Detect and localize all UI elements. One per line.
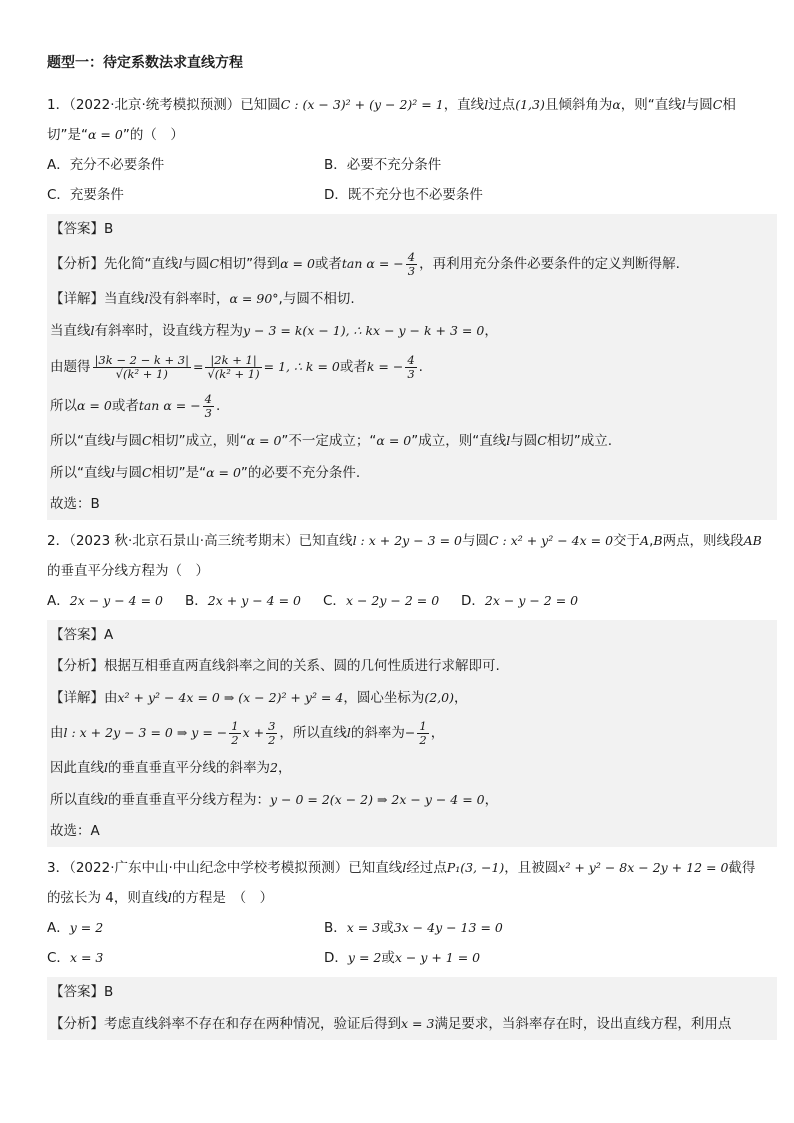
label: A．	[47, 593, 70, 609]
fraction	[266, 720, 277, 747]
question-2-stem-line2: 的垂直平分线方程为（ ）	[47, 563, 209, 579]
math: y − 3 = k(x − 1), ∴ kx − y − k + 3 = 0	[243, 323, 485, 338]
fraction	[205, 354, 261, 381]
math: C	[712, 97, 723, 112]
question-2-solution	[47, 620, 777, 847]
math: −	[404, 725, 416, 740]
fraction	[405, 354, 416, 381]
option-c[interactable]	[323, 586, 461, 616]
option-b[interactable]	[185, 586, 323, 616]
text: 相	[722, 97, 736, 113]
question-1-options-row2	[47, 180, 777, 210]
detail-line2	[50, 714, 774, 752]
choose: 故选：B	[50, 496, 100, 512]
label: A．	[47, 920, 70, 936]
text: ，且被圆	[504, 860, 559, 876]
fraction	[229, 720, 240, 747]
math: =	[192, 359, 204, 374]
math: C	[142, 433, 152, 448]
text: ”不一定成立；“	[281, 433, 377, 449]
text: 切”是“	[47, 127, 88, 143]
math: α = 90°	[229, 291, 279, 306]
text: 且倾斜角为	[544, 97, 613, 113]
text: 或	[380, 920, 394, 936]
detail-line1	[50, 682, 774, 714]
math: α = 0	[280, 256, 315, 271]
math: l	[346, 725, 351, 740]
text: 3．（2022·广东中山·中山纪念中学校考模拟预测）已知直线	[47, 860, 403, 876]
numerator: 1	[419, 718, 427, 733]
text: 与圆	[510, 433, 538, 449]
math: x = 3	[346, 920, 381, 935]
math: x − y + 1 = 0	[394, 950, 481, 965]
math: α = 0	[206, 465, 241, 480]
text: ，则“直线	[620, 97, 682, 113]
label: B．	[324, 920, 347, 936]
text: ，	[277, 760, 292, 776]
numerator: |3k − 2 − k + 3|	[94, 352, 189, 367]
math: α = 0	[77, 398, 112, 413]
math: l : x + 2y − 3 = 0	[352, 533, 462, 548]
text: 所以	[50, 398, 77, 414]
text: 当直线	[50, 323, 91, 339]
math: C	[209, 256, 220, 271]
math: 3x − 4y − 13 = 0	[393, 920, 503, 935]
math: l	[484, 97, 489, 112]
question-3-options-row2	[47, 943, 777, 973]
text: ，所以直线	[279, 725, 347, 741]
numerator: |2k + 1|	[205, 354, 261, 368]
math: l	[104, 760, 108, 775]
math: x +	[242, 725, 265, 740]
math: A	[640, 533, 650, 548]
math: P₁(3, −1)	[446, 860, 505, 875]
option-a[interactable]: A．充分不必要条件	[47, 157, 165, 173]
numerator: 3	[268, 718, 276, 733]
detail-line4	[50, 387, 774, 425]
math: x = 3	[69, 950, 104, 965]
text: 【分析】考虑直线斜率不存在和存在两种情况，验证后得到	[50, 1016, 401, 1032]
text: ，	[453, 690, 468, 706]
text: 2．（2023 秋·北京石景山·高三统考期末）已知直线	[47, 533, 353, 549]
math: x = 3	[401, 1016, 435, 1031]
math: 2x − y − 2 = 0	[484, 593, 579, 608]
math: l	[402, 860, 407, 875]
fraction	[203, 393, 214, 420]
text: 与圆	[182, 256, 210, 272]
text: ，再利用充分条件必要条件的定义判断得解.	[419, 256, 680, 272]
text: 所以直线	[50, 792, 104, 808]
text: 相切”是“	[151, 465, 207, 481]
question-3-options-row1	[47, 913, 777, 943]
choose: 故选：A	[50, 823, 100, 839]
math: (2,0)	[424, 690, 454, 705]
label: C．	[323, 593, 346, 609]
text: ，	[484, 792, 499, 808]
text: 由	[50, 725, 64, 741]
label: C．	[47, 950, 70, 966]
text: 与圆	[685, 97, 713, 113]
denominator: 2	[268, 732, 276, 747]
math: x² + y² − 8x − 2y + 12 = 0	[558, 860, 729, 875]
question-1-stem-line1	[47, 90, 777, 120]
option-d[interactable]	[324, 943, 480, 973]
analysis	[50, 245, 774, 283]
section-title: 题型一：待定系数法求直线方程	[47, 55, 243, 71]
math: C	[142, 465, 152, 480]
text: 1．（2022·北京·统考模拟预测）已知圆	[47, 97, 281, 113]
text: 因此直线	[50, 760, 104, 776]
math: α = 0	[88, 127, 123, 142]
text: 的垂直垂直平分线的斜率为	[108, 760, 270, 776]
detail-line3	[50, 347, 774, 387]
denominator: 3	[407, 263, 416, 278]
text: ，	[430, 725, 445, 741]
math: 2	[270, 760, 278, 775]
denominator: 3	[204, 405, 212, 420]
denominator: √(k² + 1)	[207, 366, 260, 381]
math: l	[111, 465, 115, 480]
answer: 【答案】B	[50, 221, 114, 237]
numerator: 1	[231, 718, 239, 733]
option-d[interactable]	[461, 586, 599, 616]
text: 或者	[339, 359, 367, 375]
math: 2x − y − 4 = 0	[69, 593, 163, 608]
math: C : (x − 3)² + (y − 2)² = 1	[280, 97, 444, 112]
option-c[interactable]	[47, 943, 324, 973]
text: ，直线	[443, 97, 485, 113]
question-3-stem-line1	[47, 853, 777, 883]
question-1-stem-line2	[47, 120, 777, 150]
document-content	[47, 52, 777, 1046]
text: 满足要求，当斜率存在时，设出直线方程，利用点	[434, 1016, 732, 1032]
math: l	[90, 323, 95, 338]
math: y − 0 = 2(x − 2) ⇒ 2x − y − 4 = 0	[270, 792, 485, 807]
text: 没有斜率时，	[148, 291, 230, 307]
answer: 【答案】B	[50, 984, 114, 1000]
math: y = 2	[347, 950, 382, 965]
numerator: 4	[407, 352, 415, 367]
math: k = −	[366, 359, 404, 374]
answer: 【答案】A	[50, 627, 114, 643]
text: 相切”得到	[219, 256, 281, 272]
analysis: 【分析】根据互相垂直两直线斜率之间的关系、圆的几何性质进行求解即可.	[50, 658, 500, 674]
question-2-stem-line1	[47, 526, 777, 556]
text: .	[216, 398, 221, 414]
text: 有斜率时，设直线方程为	[94, 323, 243, 339]
text: 或者	[111, 398, 139, 414]
text: 【分析】先化简“直线	[50, 256, 179, 272]
math: x² + y² − 4x = 0 ⇒ (x − 2)² + y² = 4	[117, 690, 344, 705]
detail-line5	[50, 425, 774, 457]
math: l	[144, 291, 149, 306]
math: C	[537, 433, 547, 448]
text: .	[418, 359, 423, 375]
text: 的方程是 （ ）	[171, 890, 274, 906]
text: ,与圆不相切.	[278, 291, 355, 307]
math: (1,3)	[515, 97, 545, 112]
text: ，圆心坐标为	[343, 690, 425, 706]
text: 与圆	[115, 465, 142, 481]
math: = 1, ∴ k = 0	[263, 359, 340, 374]
math: α	[612, 97, 621, 112]
math: l : x + 2y − 3 = 0 ⇒ y = −	[63, 725, 228, 740]
label: D．	[324, 950, 348, 966]
math: l	[178, 256, 183, 271]
math: l	[506, 433, 511, 448]
text: 的垂直垂直平分线方程为：	[108, 792, 270, 808]
math: α = 0	[376, 433, 412, 448]
detail-line2	[50, 315, 774, 347]
question-1-options-row1	[47, 150, 777, 180]
text: 相切”成立.	[546, 433, 613, 449]
text: 交于	[613, 533, 641, 549]
text: 相切”成立，则“	[151, 433, 247, 449]
fraction	[417, 720, 428, 747]
text: ,	[649, 533, 654, 549]
denominator: 2	[419, 732, 427, 747]
text: 的斜率为	[350, 725, 405, 741]
text: 【详解】当直线	[50, 291, 145, 307]
denominator: 3	[407, 366, 415, 381]
fraction	[406, 251, 417, 278]
text: 的弦长为 4，则直线	[47, 890, 168, 906]
label: D．	[461, 593, 485, 609]
analysis	[50, 1008, 774, 1040]
math: l	[111, 433, 115, 448]
numerator: 4	[204, 391, 212, 406]
math: x − 2y − 2 = 0	[345, 593, 440, 608]
denominator: √(k² + 1)	[115, 366, 168, 381]
math: AB	[743, 533, 762, 548]
option-b[interactable]	[324, 913, 503, 943]
math: l	[681, 97, 686, 112]
question-3-solution	[47, 977, 777, 1040]
detail-line3	[50, 752, 774, 784]
text: 【详解】由	[50, 690, 118, 706]
text: 与圆	[461, 533, 489, 549]
text: 由题得	[50, 359, 91, 375]
numerator: 4	[407, 249, 416, 264]
text: 所以“直线	[50, 433, 111, 449]
math: C : x² + y² − 4x = 0	[488, 533, 614, 548]
text: 经过点	[406, 860, 447, 876]
label: B．	[185, 593, 208, 609]
question-3	[47, 853, 777, 1040]
math: y = 2	[69, 920, 104, 935]
text: 或者	[314, 256, 342, 272]
option-a[interactable]	[47, 586, 185, 616]
question-1-solution	[47, 214, 777, 520]
text: 截得	[728, 860, 756, 876]
math: tan α = −	[341, 256, 404, 271]
question-2	[47, 526, 777, 847]
detail-line6	[50, 457, 774, 489]
option-c[interactable]: C．充要条件	[47, 187, 124, 203]
math: 2x + y − 4 = 0	[207, 593, 301, 608]
text: ”的必要不充分条件.	[240, 465, 361, 481]
text: 两点，则线段	[662, 533, 744, 549]
math: l	[167, 890, 172, 905]
math: l	[104, 792, 108, 807]
text: 过点	[488, 97, 516, 113]
detail-line4	[50, 784, 774, 816]
text: ”成立，则“直线	[411, 433, 507, 449]
text: ”的（ ）	[122, 127, 184, 143]
option-d[interactable]: D．既不充分也不必要条件	[324, 187, 483, 203]
detail-line1	[50, 283, 774, 315]
math: B	[653, 533, 663, 548]
math: tan α = −	[138, 398, 201, 413]
question-2-options	[47, 586, 777, 616]
text: 或	[381, 950, 395, 966]
text: 所以“直线	[50, 465, 111, 481]
fraction	[93, 354, 191, 381]
math: α = 0	[246, 433, 282, 448]
option-b[interactable]: B．必要不充分条件	[324, 157, 442, 173]
question-1	[47, 90, 777, 520]
option-a[interactable]	[47, 913, 324, 943]
text: ，	[484, 323, 498, 339]
question-3-stem-line2	[47, 883, 777, 913]
denominator: 2	[231, 732, 239, 747]
text: 与圆	[115, 433, 142, 449]
